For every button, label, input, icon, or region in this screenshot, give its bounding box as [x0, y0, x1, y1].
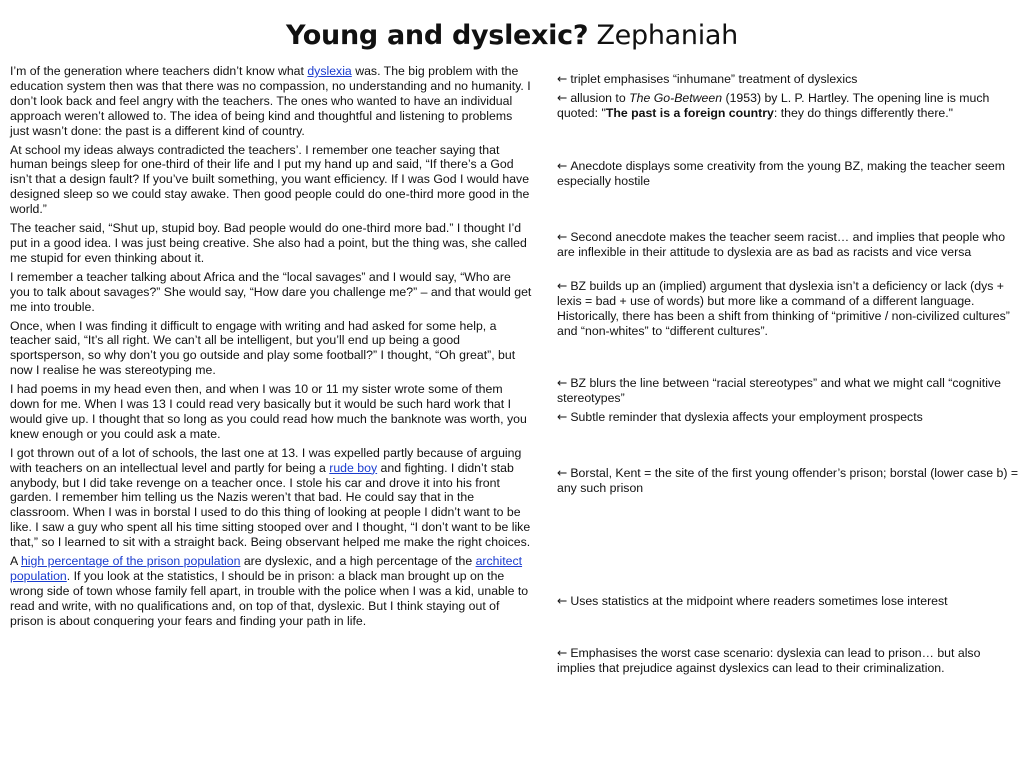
paragraph-7-text-b: and fighting. I didn’t stab anybody, but I did take revenge on a teacher once. I stole his car and drove it into his front garden. I remember him telling us the Nazis weren’t that bad. He could say that in the classroom. When I was in borstal I used to do this thing of looking at people I didn’t want to be like. I saw a guy who spent all his time sitting stooped over and I thought, “I don’t want to be like that,” so I learned to sit with a straight back. Being observant helped me make the right choices.: [10, 460, 531, 550]
note-6: [557, 376, 1019, 406]
paragraph-7-text-a: I got thrown out of a lot of schools, the last one at 13. I was expelled partly because of arguing with teachers on an intellectual level and partly for being a: [10, 445, 522, 475]
left-arrow-icon: ←: [557, 466, 568, 480]
left-arrow-icon: ←: [557, 72, 568, 86]
dyslexia-link[interactable]: dyslexia: [307, 64, 352, 78]
prison-population-link[interactable]: high percentage of the prison population: [20, 554, 241, 569]
paragraph-1: [10, 64, 532, 139]
page-title: [0, 18, 1024, 54]
note-7: [557, 410, 1019, 425]
left-arrow-icon: ←: [557, 279, 568, 293]
note-5-text: BZ builds up an (implied) argument that dyslexia isn’t a deficiency or lack (dys + lexis = bad + use of words) but more like a command of a different language. Historically, there has been a shift from thinking of “primitive / non-civilized cultures” and “non-whites” to “different cultures”.: [557, 279, 1010, 338]
note-2-title-italic: The Go-Between: [629, 91, 723, 105]
paragraph-1-text-a: I’m of the generation where teachers didn’t know what: [10, 64, 308, 78]
essay-text: [10, 64, 532, 633]
note-3-text: Anecdote displays some creativity from the young BZ, making the teacher seem especially hostile: [557, 159, 1006, 188]
paragraph-5: Once, when I was finding it difficult to engage with writing and had asked for some help, a teacher said, “It’s all right. We can’t all be intelligent, but you’ll end up being a good sportsperson, so why don’t you go outside and play some football?” I thought, “Oh great”, but now I realise he was stereotyping me.: [10, 318, 516, 378]
note-2-text-c: : they do things differently there.": [773, 105, 954, 120]
paragraph-4: I remember a teacher talking about Africa and the “local savages” and I would say, “Who are you to talk about savages?” She would say, “How dare you challenge me?” – and that would get me into trouble.: [10, 269, 532, 314]
paragraph-8-text-a: A: [10, 554, 21, 569]
paragraph-8-text-c: . If you look at the statistics, I should be in prison: a black man brought up on the wrong side of town whose family fell apart, in trouble with the police when I was a kid, unable to read and write, with no qualifications and, on top of that, dyslexic. But I think staying out of prison is about conquering your fears and finding your path in life.: [10, 569, 529, 628]
left-arrow-icon: ←: [557, 230, 568, 244]
title-main: Young and dyslexic?: [286, 20, 589, 51]
note-2-text-b: (1953) by L. P. Hartley. The opening line is much quoted: ": [557, 91, 990, 120]
note-10-text: Emphasises the worst case scenario: dyslexia can lead to prison… but also implies that prejudice against dyslexics can lead to their criminalization.: [557, 646, 981, 675]
note-3: [557, 159, 1019, 189]
note-6-text: BZ blurs the line between “racial stereotypes” and what we might call “cognitive stereotypes”: [557, 376, 1001, 405]
paragraph-1-text-b: was. The big problem with the education system then was that there was no compassion, no understanding and no humanity. I don’t look back and feel angry with the teachers. The ones who wanted to have an individual approach weren’t allowed to. The idea of being kind and thoughtful and listening to problems just wasn’t done: the past is a different kind of country.: [10, 64, 531, 138]
paragraph-3: The teacher said, “Shut up, stupid boy. Bad people would do one-third more bad.” I thought I’d put in a good idea. I was just being creative. She also had a point, but the thing was, she called me stupid for even thinking about it.: [10, 221, 527, 265]
left-arrow-icon: ←: [557, 594, 568, 608]
title-author: Zephaniah: [596, 20, 738, 51]
paragraph-8: [10, 554, 532, 629]
note-7-text: Subtle reminder that dyslexia affects your employment prospects: [570, 410, 923, 424]
note-1-text: triplet emphasises “inhumane” treatment of dyslexics: [570, 72, 858, 86]
note-1: [557, 72, 1019, 87]
note-2-text-a: allusion to: [570, 91, 630, 105]
note-4: [557, 230, 1019, 260]
note-8-text: Borstal, Kent = the site of the first young offender’s prison; borstal (lower case b) = any such prison: [557, 466, 1019, 495]
left-arrow-icon: ←: [557, 410, 568, 424]
left-arrow-icon: ←: [557, 376, 568, 390]
left-arrow-icon: ←: [557, 91, 568, 105]
paragraph-7: [10, 446, 532, 550]
note-9-text: Uses statistics at the midpoint where readers sometimes lose interest: [570, 594, 948, 608]
rude-boy-link[interactable]: rude boy: [329, 460, 378, 475]
left-arrow-icon: ←: [557, 159, 568, 173]
note-9: [557, 594, 1019, 609]
architect-population-link[interactable]: architect population: [10, 554, 523, 583]
note-8: [557, 466, 1019, 496]
note-5: [557, 279, 1019, 339]
note-2: [557, 91, 1019, 121]
paragraph-8-text-b: are dyslexic, and a high percentage of the: [240, 554, 476, 569]
left-arrow-icon: ←: [557, 646, 568, 660]
note-2-quote-bold: The past is a foreign country: [605, 105, 774, 120]
note-4-text: Second anecdote makes the teacher seem racist… and implies that people who are inflexible in their attitude to dyslexia are as bad as racists and vice versa: [557, 230, 1006, 259]
paragraph-2: At school my ideas always contradicted the teachers’. I remember one teacher saying that human beings sleep for one-third of their life and I put my hand up and said, “If there’s a God isn’t that a design fault? If you’ve built something, you want efficiency. If I was God I would have designed sleep so we could stay awake. Then good people could do one-third more good in the world.”: [10, 142, 530, 217]
note-10: [557, 646, 1019, 676]
paragraph-6: I had poems in my head even then, and when I was 10 or 11 my sister wrote some of them down for me. When I was 13 I could read very basically but it would be such hard work that I would give up. I thought that so long as you could read how much the banknote was worth, you knew enough or you could ask a mate.: [10, 382, 527, 441]
